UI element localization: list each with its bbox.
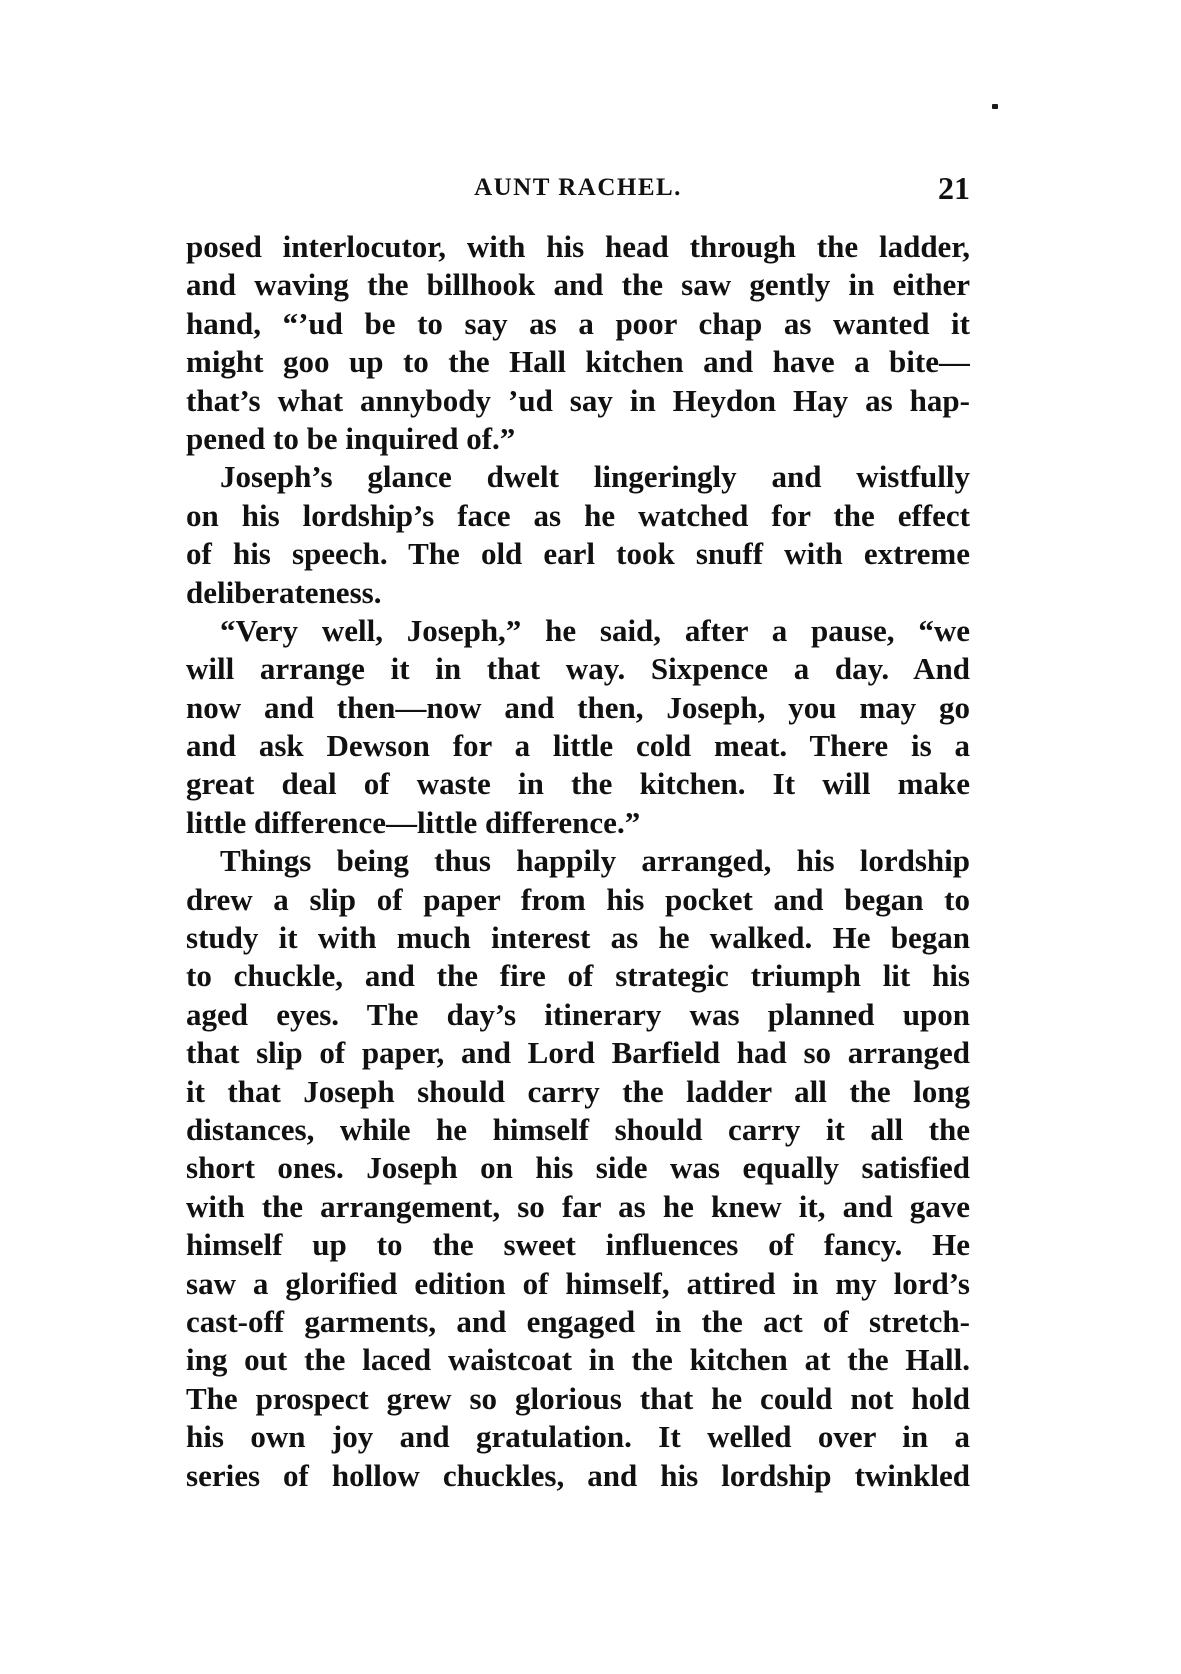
running-title: AUNT RACHEL. [474, 174, 682, 201]
text-line: and waving the billhook and the saw gently in either [186, 267, 970, 303]
text-line: to chuckle, and the fire of strategic triumph lit his [186, 958, 970, 994]
text-line: Joseph’s glance dwelt lingeringly and wistfully [220, 459, 970, 495]
text-line: posed interlocutor, with his head through the ladder, [186, 229, 970, 264]
ink-speck [992, 104, 998, 109]
text-line: of his speech. The old earl took snuff with extreme [186, 536, 970, 572]
text-line: short ones. Joseph on his side was equally satisfied [186, 1150, 970, 1186]
text-line: “Very well, Joseph,” he said, after a pause, “we [220, 612, 970, 648]
text-line: cast-off garments, and engaged in the act of stretch- [186, 1303, 970, 1339]
body-text [186, 228, 970, 1495]
text-line: little difference—little difference.” [186, 804, 641, 840]
text-line: will arrange it in that way. Sixpence a day. And [186, 651, 970, 687]
text-line: might goo up to the Hall kitchen and have a bite— [186, 344, 970, 380]
text-line: deliberateness. [186, 574, 382, 610]
text-line: hand, “’ud be to say as a poor chap as wanted it [186, 305, 970, 341]
text-line: himself up to the sweet influences of fancy. He [186, 1227, 970, 1263]
text-line: distances, while he himself should carry it all the [186, 1111, 970, 1147]
text-line: with the arrangement, so far as he knew it, and gave [186, 1188, 970, 1224]
text-line: now and then—now and then, Joseph, you may go [186, 689, 970, 725]
text-line: aged eyes. The day’s itinerary was planned upon [186, 996, 970, 1032]
text-line: study it with much interest as he walked. He began [186, 920, 970, 956]
text-line: that slip of paper, and Lord Barfield had so arranged [186, 1035, 970, 1071]
text-line: great deal of waste in the kitchen. It will make [186, 766, 970, 802]
text-line: saw a glorified edition of himself, attired in my lord’s [186, 1265, 970, 1301]
text-line: it that Joseph should carry the ladder all the long [186, 1073, 970, 1109]
text-line: Things being thus happily arranged, his lordship [220, 843, 970, 879]
text-line: series of hollow chuckles, and his lordship twinkled [186, 1457, 970, 1493]
text-line: on his lordship’s face as he watched for the effect [186, 497, 970, 533]
text-line: drew a slip of paper from his pocket and began to [186, 881, 970, 917]
text-line: The prospect grew so glorious that he could not hold [186, 1380, 970, 1416]
running-head [186, 170, 970, 210]
text-line: ing out the laced waistcoat in the kitchen at the Hall. [186, 1342, 970, 1378]
text-line: that’s what annybody ’ud say in Heydon Hay as hap- [186, 382, 970, 418]
text-line: and ask Dewson for a little cold meat. There is a [186, 728, 970, 764]
text-line: pened to be inquired of.” [186, 420, 516, 456]
page-number: 21 [938, 170, 970, 206]
text-line: his own joy and gratulation. It welled over in a [186, 1419, 970, 1455]
